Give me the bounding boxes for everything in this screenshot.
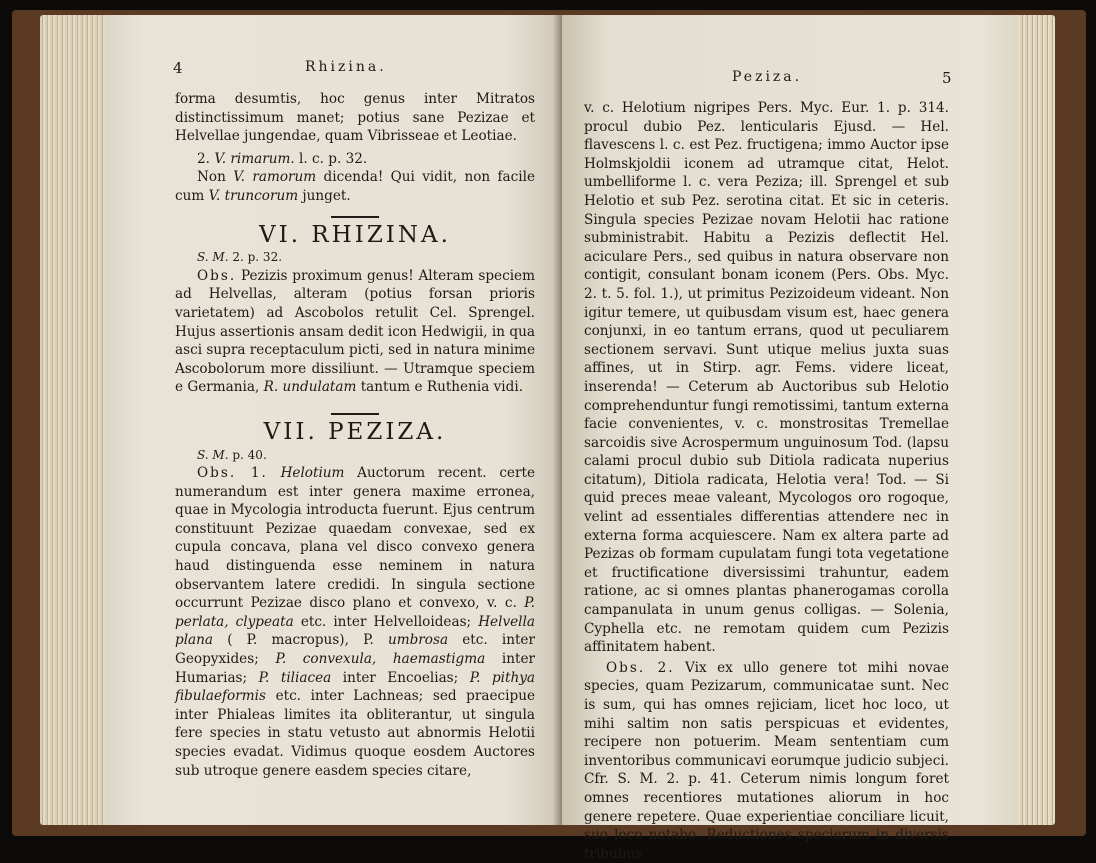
running-head: Rhizina. (305, 59, 387, 75)
page-number: 4 (173, 59, 183, 77)
paragraph: Non V. ramorum dicenda! Qui vidit, non facile cum V. truncorum junget. (175, 169, 536, 204)
reference: S. M. p. 40. (197, 447, 267, 462)
rule (331, 216, 379, 218)
section-heading-vi: VI. RHIZINA. (259, 221, 451, 248)
page-number: 5 (942, 69, 952, 87)
paragraph: Obs. 2. Vix ex ullo genere tot mihi novae species, quam Pezizarum, communicatae sunt. Nec is sum, qui has omnes rejiciam, licet hoc loco, ut mihi saltim non satis perspicuas et evidentes, recipere non potuerim. Meam sententiam cum inventoribus communicavi eorumque judicio subjeci. Cfr. S. M. 2. p. 41. Ceterum nimis longum foret omnes recentiores mutationes aliorum in hoc genere repetere. Quae experientiae conciliare licuit, suo loco notabo. Reductiones specierum in diversis tribubus (584, 659, 950, 862)
page-edges-right (1015, 15, 1055, 825)
right-text-column (584, 99, 949, 863)
left-page (105, 15, 560, 825)
page-edges-left (40, 15, 110, 825)
rule (331, 413, 379, 415)
paragraph: Obs. 1. Helotium Auctorum recent. certe numerandum est inter genera maxime erronea, quae in Mycologia introducta fuerunt. Ejus centrum constituunt Pezizae quaedam convexae, sed ex cupula concava, plana vel disco convexo genera haud distinguenda esse neminem in natura observantem latere credidi. In singula sectione occurrunt Pezizae disco plano et convexo, v. c. P. perlata, clypeata etc. inter Helvelloideas; Helvella plana ( P. macropus), P. umbrosa etc. inter Geopyxides; P. convexula, haemastigma inter Humarias; P. tiliacea inter Encoelias; P. pithya fibulaeformis etc. inter Lachneas; sed praecipue inter Phialeas limites ita obliterantur, ut singula fere species in statu vetusto aut abnormis Helotii species evadat. Vidimus quoque eosdem Auctores sub utroque genere easdem species citare, (175, 465, 536, 779)
running-head: Peziza. (732, 69, 803, 85)
paragraph: v. c. Helotium nigripes Pers. Myc. Eur. 1. p. 314. procul dubio Pez. lenticularis Ejusd. — Hel. flavescens l. c. est Pez. fructigena; immo Auctor ipse Holmskjoldii iconem ad utramque citat, Helot. umbelliforme l. c. vera Peziza; ill. Sprengel et sub Helotio et sub Pez. serotina citat. Et sic in ceteris. Singula species Pezizae novam Helotii hac ratione subministrabit. Habitu a Pezizis deflectit Hel. aciculare Pers., sed quibus in natura observare non contigit, consulant bonam iconem (Pers. Obs. Myc. 2. t. 5. fol. 1.), ut primitus Pezizoideum videant. Non igitur temere, ut quibusdam visum est, haec genera conjunxi, in eo tantum errans, quod ut peculiarem sectionem servavi. Sunt utique melius juxta suas affines, ut in Stirp. agr. Fems. videre liceat, inserenda! — Ceterum ab Auctoribus sub Helotio comprehenduntur fungi remotissimi, tantum externa facie convenientes, v. c. monstrositas Tremellae sarcoidis sive Acrospermum unguinosum Tod. (lapsu calami procul dubio sub Ditiola radicata nuperius citatum), Ditiola radicata, Helotia vera! Tod. — Si quid preces meae valeant, Mycologos oro rogoque, velint ad essentiales differentias attendere nec in externa forma acquiescere. Nam ex altera parte ad Pezizas ob formam cupulatam fungi tota vegetatione et fructificatione diversissimi trahuntur, eadem ratione, ac si omnes plantas phanerogamas corolla campanulata in unum genus colligas. — Solenia, Cyphella etc. ne remotam quidem cum Pezizis affinitatem habent. (584, 100, 949, 656)
right-page (562, 15, 1018, 862)
section-heading-vii: VII. PEZIZA. (263, 418, 447, 445)
paragraph: forma desumtis, hoc genus inter Mitratos distinctissimum manet; potius sane Pezizae et Helvellae jungendae, quam Vibrisseae et Leotiae. (175, 91, 535, 145)
left-text-column (175, 90, 535, 780)
paragraph: Obs. Pezizis proximum genus! Alteram speciem ad Helvellas, alteram (potius forsan prioris varietatem) ad Ascobolos retulit Cel. Sprengel. Hujus assertionis ansam dedit icon Hedwigii, in qua asci supra receptaculum picti, sed in natura minime Ascobolorum more dissiliunt. — Utramque speciem e Germania, R. undulatam tantum e Ruthenia vidi. (175, 267, 535, 396)
reference: S. M. 2. p. 32. (197, 250, 283, 265)
paragraph: 2. V. rimarum. l. c. p. 32. (197, 150, 368, 167)
